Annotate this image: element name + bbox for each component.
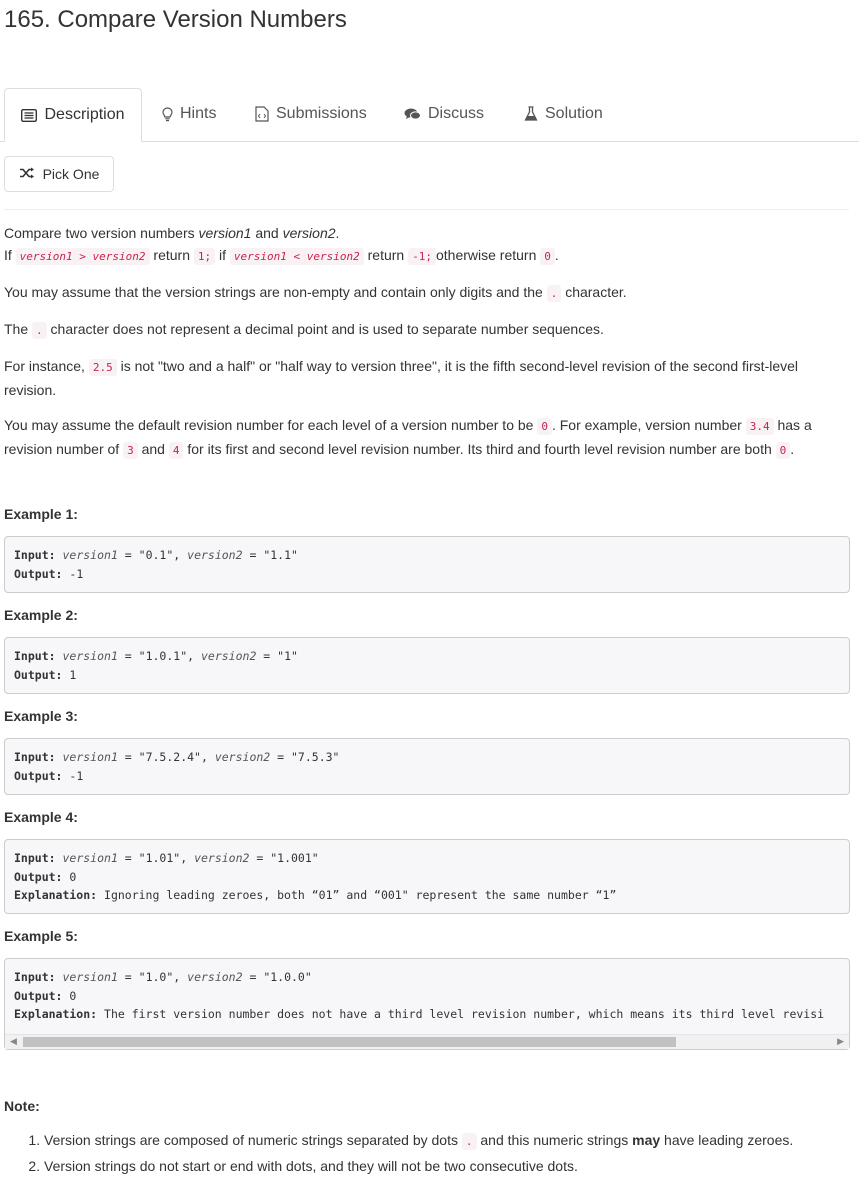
tab-bar (0, 88, 859, 142)
shuffle-icon (19, 166, 35, 182)
paragraph: Compare two version numbers version1 and version2. (4, 225, 340, 241)
list-item: 2. Version strings do not start or end with dots, and they will not be two consecutive dots. (44, 1154, 844, 1179)
tab-label: Solution (545, 105, 603, 122)
example-heading: Example 4: (4, 809, 78, 825)
tab-label: Hints (180, 105, 217, 122)
example-heading: Example 3: (4, 708, 78, 724)
note-list (0, 1128, 844, 1179)
tab-discuss[interactable] (404, 88, 484, 140)
tab-submissions[interactable] (255, 88, 367, 140)
scroll-left-icon[interactable]: ◀ (10, 1036, 17, 1046)
tab-label: Submissions (276, 105, 367, 122)
tab-label: Discuss (428, 105, 485, 122)
comments-icon (404, 108, 421, 121)
problem-description (4, 222, 850, 475)
list-item: 1. Version strings are composed of numeric strings separated by dots . and this numeric strings may have leading zeroes. (44, 1128, 844, 1154)
example-heading: Example 1: (4, 506, 78, 522)
example-code-block: Input: version1 = "1.0.1", version2 = "1" Output: 1 (4, 637, 850, 694)
horizontal-scrollbar[interactable] (5, 1034, 849, 1049)
tab-description[interactable] (4, 88, 142, 142)
tab-label: Description (44, 106, 125, 123)
scroll-right-icon[interactable]: ▶ (837, 1036, 844, 1046)
paragraph: The . character does not represent a decimal point and is used to separate number sequences. (4, 321, 604, 337)
pick-one-label: Pick One (42, 166, 100, 182)
flask-icon (524, 106, 538, 122)
divider (4, 209, 849, 210)
example-heading: Example 5: (4, 928, 78, 944)
description-icon (21, 109, 37, 122)
example-code-block: Input: version1 = "7.5.2.4", version2 = "7.5.3" Output: -1 (4, 738, 850, 795)
example-code-block: Input: version1 = "1.01", version2 = "1.001" Output: 0 Explanation: Ignoring leading zeroes, both “01” and “001" represent the same number “1” (4, 839, 850, 914)
example-code-block[interactable]: Input: version1 = "1.0", version2 = "1.0.0" Output: 0 Explanation: The first version number does not have a third level revision number, which means its third level revisi (4, 958, 850, 1050)
scrollbar-thumb[interactable] (23, 1037, 676, 1047)
page-title: 165. Compare Version Numbers (4, 6, 347, 33)
paragraph: You may assume the default revision number for each level of a version number to be 0 . For example, version number 3.4 has a revision number of 3 and 4 for its first and second level revision number. Its third and fourth level revision number are both 0 . (4, 417, 812, 457)
lightbulb-icon (162, 107, 173, 122)
example-code-block: Input: version1 = "0.1", version2 = "1.1" Output: -1 (4, 536, 850, 593)
tab-hints[interactable] (162, 88, 216, 140)
code-file-icon (255, 106, 269, 122)
tab-solution[interactable] (524, 88, 603, 140)
example-heading: Example 2: (4, 607, 78, 623)
paragraph: If version1 > version2 return 1; if version1 < version2 return -1; otherwise return 0 . (4, 247, 559, 263)
pick-one-button[interactable] (4, 156, 114, 192)
note-heading: Note: (4, 1098, 40, 1114)
paragraph: For instance, 2.5 is not "two and a half" or "half way to version three", it is the fifth second-level revision of the second first-level revision. (4, 358, 799, 398)
paragraph: You may assume that the version strings are non-empty and contain only digits and the . character. (4, 284, 627, 300)
